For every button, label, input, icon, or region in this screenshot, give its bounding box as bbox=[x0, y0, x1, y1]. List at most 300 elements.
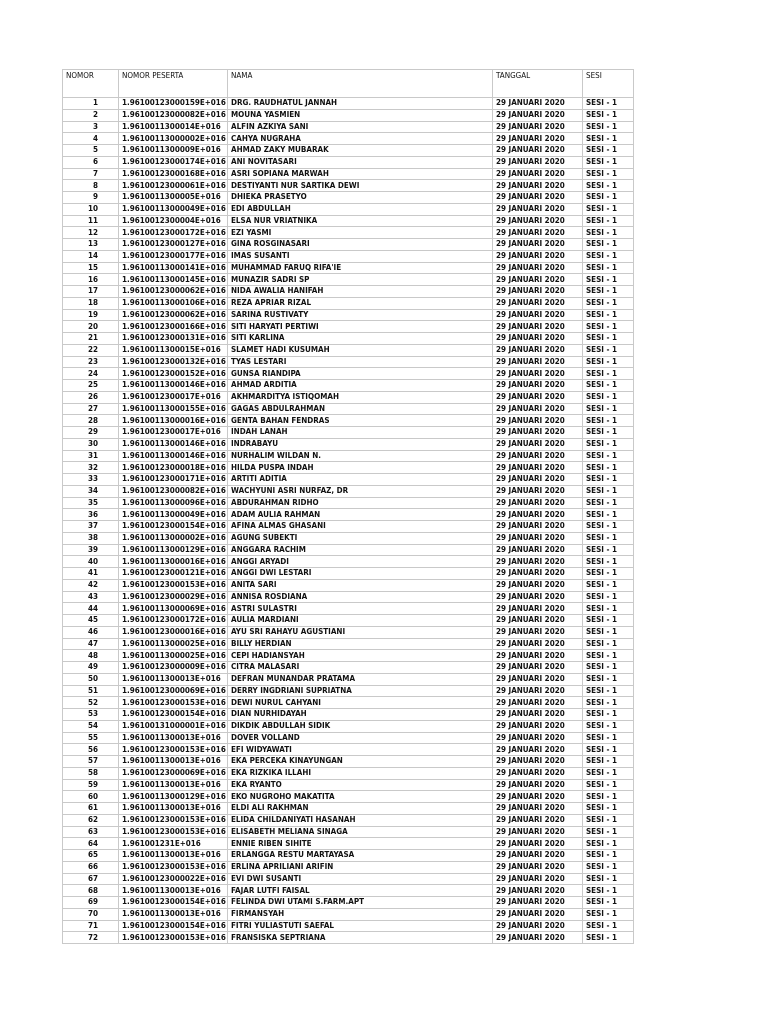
cell-nomor-peserta: 1.96100123000154E+016 bbox=[119, 920, 228, 932]
cell-nama: ALFIN AZKIYA SANI bbox=[228, 121, 493, 133]
cell-nama: DEWI NURUL CAHYANI bbox=[228, 697, 493, 709]
cell-nomor: 9 bbox=[63, 192, 119, 204]
cell-nomor-peserta: 1.96100123000016E+016 bbox=[119, 626, 228, 638]
cell-tanggal: 29 JANUARI 2020 bbox=[493, 650, 583, 662]
cell-tanggal: 29 JANUARI 2020 bbox=[493, 321, 583, 333]
cell-tanggal: 29 JANUARI 2020 bbox=[493, 720, 583, 732]
cell-tanggal: 29 JANUARI 2020 bbox=[493, 626, 583, 638]
cell-tanggal: 29 JANUARI 2020 bbox=[493, 474, 583, 486]
table-row bbox=[63, 873, 634, 885]
cell-sesi: SESI - 1 bbox=[583, 333, 634, 345]
col-header-nama: NAMA bbox=[228, 70, 493, 98]
cell-nama: SARINA RUSTIVATY bbox=[228, 309, 493, 321]
cell-sesi: SESI - 1 bbox=[583, 297, 634, 309]
cell-nama: AULIA MARDIANI bbox=[228, 615, 493, 627]
cell-nomor: 44 bbox=[63, 603, 119, 615]
cell-tanggal: 29 JANUARI 2020 bbox=[493, 521, 583, 533]
cell-sesi: SESI - 1 bbox=[583, 638, 634, 650]
cell-nomor: 40 bbox=[63, 556, 119, 568]
table-row bbox=[63, 239, 634, 251]
cell-nomor-peserta: 1.96100123000153E+016 bbox=[119, 814, 228, 826]
cell-nama: FIRMANSYAH bbox=[228, 908, 493, 920]
cell-nomor: 66 bbox=[63, 861, 119, 873]
cell-nama: INDRABAYU bbox=[228, 438, 493, 450]
cell-tanggal: 29 JANUARI 2020 bbox=[493, 556, 583, 568]
cell-tanggal: 29 JANUARI 2020 bbox=[493, 497, 583, 509]
cell-tanggal: 29 JANUARI 2020 bbox=[493, 709, 583, 721]
cell-tanggal: 29 JANUARI 2020 bbox=[493, 485, 583, 497]
cell-tanggal: 29 JANUARI 2020 bbox=[493, 673, 583, 685]
cell-tanggal: 29 JANUARI 2020 bbox=[493, 544, 583, 556]
cell-sesi: SESI - 1 bbox=[583, 286, 634, 298]
table-row bbox=[63, 814, 634, 826]
cell-sesi: SESI - 1 bbox=[583, 497, 634, 509]
table-row bbox=[63, 908, 634, 920]
cell-sesi: SESI - 1 bbox=[583, 321, 634, 333]
cell-nomor-peserta: 1.9610011300013E+016 bbox=[119, 803, 228, 815]
cell-nomor-peserta: 1.96100123000082E+016 bbox=[119, 485, 228, 497]
cell-nomor: 33 bbox=[63, 474, 119, 486]
cell-nama: BILLY HERDIAN bbox=[228, 638, 493, 650]
cell-tanggal: 29 JANUARI 2020 bbox=[493, 133, 583, 145]
cell-nomor-peserta: 1.96100123000153E+016 bbox=[119, 861, 228, 873]
cell-nomor: 38 bbox=[63, 532, 119, 544]
cell-nama: EFI WIDYAWATI bbox=[228, 744, 493, 756]
table-row bbox=[63, 744, 634, 756]
cell-nomor: 41 bbox=[63, 568, 119, 580]
cell-nomor: 61 bbox=[63, 803, 119, 815]
cell-sesi: SESI - 1 bbox=[583, 579, 634, 591]
cell-nomor: 32 bbox=[63, 462, 119, 474]
cell-nomor-peserta: 1.9610011300013E+016 bbox=[119, 756, 228, 768]
cell-sesi: SESI - 1 bbox=[583, 544, 634, 556]
cell-tanggal: 29 JANUARI 2020 bbox=[493, 427, 583, 439]
cell-tanggal: 29 JANUARI 2020 bbox=[493, 333, 583, 345]
cell-nama: INDAH LANAH bbox=[228, 427, 493, 439]
cell-nomor-peserta: 1.9610011300013E+016 bbox=[119, 673, 228, 685]
cell-nomor: 14 bbox=[63, 250, 119, 262]
cell-sesi: SESI - 1 bbox=[583, 650, 634, 662]
cell-nomor: 47 bbox=[63, 638, 119, 650]
table-row bbox=[63, 779, 634, 791]
cell-nama: ERLINA APRILIANI ARIFIN bbox=[228, 861, 493, 873]
cell-nomor-peserta: 1.9610011300013E+016 bbox=[119, 885, 228, 897]
cell-nomor: 31 bbox=[63, 450, 119, 462]
cell-nomor: 29 bbox=[63, 427, 119, 439]
cell-nomor-peserta: 1.96100123000022E+016 bbox=[119, 873, 228, 885]
cell-nomor-peserta: 1.96100123000069E+016 bbox=[119, 767, 228, 779]
cell-sesi: SESI - 1 bbox=[583, 509, 634, 521]
cell-tanggal: 29 JANUARI 2020 bbox=[493, 579, 583, 591]
cell-tanggal: 29 JANUARI 2020 bbox=[493, 908, 583, 920]
cell-nama: ABDURAHMAN RIDHO bbox=[228, 497, 493, 509]
cell-nomor-peserta: 1.96100123000172E+016 bbox=[119, 615, 228, 627]
cell-nomor-peserta: 1.96100123000029E+016 bbox=[119, 591, 228, 603]
cell-tanggal: 29 JANUARI 2020 bbox=[493, 744, 583, 756]
cell-nomor-peserta: 1.9610011300013E+016 bbox=[119, 850, 228, 862]
cell-nomor-peserta: 1.9610011300015E+016 bbox=[119, 344, 228, 356]
cell-sesi: SESI - 1 bbox=[583, 474, 634, 486]
table-row bbox=[63, 380, 634, 392]
cell-nama: EDI ABDULLAH bbox=[228, 203, 493, 215]
cell-tanggal: 29 JANUARI 2020 bbox=[493, 121, 583, 133]
cell-sesi: SESI - 1 bbox=[583, 427, 634, 439]
cell-nomor: 24 bbox=[63, 368, 119, 380]
table-row bbox=[63, 250, 634, 262]
cell-tanggal: 29 JANUARI 2020 bbox=[493, 850, 583, 862]
cell-tanggal: 29 JANUARI 2020 bbox=[493, 274, 583, 286]
cell-sesi: SESI - 1 bbox=[583, 615, 634, 627]
cell-tanggal: 29 JANUARI 2020 bbox=[493, 180, 583, 192]
cell-nomor: 19 bbox=[63, 309, 119, 321]
table-row bbox=[63, 697, 634, 709]
cell-sesi: SESI - 1 bbox=[583, 450, 634, 462]
cell-nomor: 68 bbox=[63, 885, 119, 897]
cell-nomor: 11 bbox=[63, 215, 119, 227]
cell-nama: ENNIE RIBEN SIHITE bbox=[228, 838, 493, 850]
cell-nomor: 64 bbox=[63, 838, 119, 850]
table-row bbox=[63, 650, 634, 662]
cell-nomor-peserta: 1.96100113000025E+016 bbox=[119, 638, 228, 650]
cell-tanggal: 29 JANUARI 2020 bbox=[493, 532, 583, 544]
cell-sesi: SESI - 1 bbox=[583, 532, 634, 544]
cell-nomor-peserta: 1.96100123000168E+016 bbox=[119, 168, 228, 180]
cell-nomor: 72 bbox=[63, 932, 119, 944]
cell-nomor-peserta: 1.96100113000016E+016 bbox=[119, 556, 228, 568]
cell-sesi: SESI - 1 bbox=[583, 133, 634, 145]
cell-sesi: SESI - 1 bbox=[583, 227, 634, 239]
cell-sesi: SESI - 1 bbox=[583, 344, 634, 356]
cell-tanggal: 29 JANUARI 2020 bbox=[493, 391, 583, 403]
cell-nama: REZA APRIAR RIZAL bbox=[228, 297, 493, 309]
cell-nomor: 70 bbox=[63, 908, 119, 920]
cell-nomor: 46 bbox=[63, 626, 119, 638]
cell-nomor-peserta: 1.9610011300013E+016 bbox=[119, 779, 228, 791]
cell-nomor: 28 bbox=[63, 415, 119, 427]
header-row bbox=[63, 70, 634, 98]
cell-nama: DRG. RAUDHATUL JANNAH bbox=[228, 98, 493, 110]
table-row bbox=[63, 509, 634, 521]
table-row bbox=[63, 497, 634, 509]
cell-sesi: SESI - 1 bbox=[583, 556, 634, 568]
cell-nomor-peserta: 1.96100113000129E+016 bbox=[119, 791, 228, 803]
cell-sesi: SESI - 1 bbox=[583, 309, 634, 321]
cell-nomor-peserta: 1.96100123000009E+016 bbox=[119, 662, 228, 674]
cell-tanggal: 29 JANUARI 2020 bbox=[493, 873, 583, 885]
cell-tanggal: 29 JANUARI 2020 bbox=[493, 450, 583, 462]
cell-nomor: 51 bbox=[63, 685, 119, 697]
table-row bbox=[63, 121, 634, 133]
cell-nomor: 2 bbox=[63, 109, 119, 121]
cell-sesi: SESI - 1 bbox=[583, 673, 634, 685]
cell-sesi: SESI - 1 bbox=[583, 180, 634, 192]
cell-sesi: SESI - 1 bbox=[583, 591, 634, 603]
cell-nama: ELIDA CHILDANIYATI HASANAH bbox=[228, 814, 493, 826]
table-row bbox=[63, 615, 634, 627]
cell-tanggal: 29 JANUARI 2020 bbox=[493, 591, 583, 603]
cell-nomor: 8 bbox=[63, 180, 119, 192]
cell-sesi: SESI - 1 bbox=[583, 568, 634, 580]
table-row bbox=[63, 403, 634, 415]
cell-tanggal: 29 JANUARI 2020 bbox=[493, 438, 583, 450]
cell-nomor-peserta: 1.96100123000153E+016 bbox=[119, 697, 228, 709]
table-row bbox=[63, 203, 634, 215]
cell-nomor-peserta: 1.9610012300017E+016 bbox=[119, 427, 228, 439]
cell-nama: FAJAR LUTFI FAISAL bbox=[228, 885, 493, 897]
table-row bbox=[63, 391, 634, 403]
cell-nomor-peserta: 1.96100113000155E+016 bbox=[119, 403, 228, 415]
cell-nomor-peserta: 1.96100113000096E+016 bbox=[119, 497, 228, 509]
cell-nomor-peserta: 1.96100123000062E+016 bbox=[119, 309, 228, 321]
cell-sesi: SESI - 1 bbox=[583, 826, 634, 838]
cell-sesi: SESI - 1 bbox=[583, 756, 634, 768]
cell-nomor: 53 bbox=[63, 709, 119, 721]
cell-nomor-peserta: 1.96100123000159E+016 bbox=[119, 98, 228, 110]
cell-nama: DIAN NURHIDAYAH bbox=[228, 709, 493, 721]
cell-nama: ELSA NUR VRIATNIKA bbox=[228, 215, 493, 227]
cell-nomor-peserta: 1.9610011300014E+016 bbox=[119, 121, 228, 133]
cell-nama: DOVER VOLLAND bbox=[228, 732, 493, 744]
cell-sesi: SESI - 1 bbox=[583, 250, 634, 262]
cell-nama: ADAM AULIA RAHMAN bbox=[228, 509, 493, 521]
cell-tanggal: 29 JANUARI 2020 bbox=[493, 826, 583, 838]
cell-nomor-peserta: 1.9610011300013E+016 bbox=[119, 908, 228, 920]
cell-nama: ASRI SOPIANA MARWAH bbox=[228, 168, 493, 180]
cell-nomor: 4 bbox=[63, 133, 119, 145]
cell-tanggal: 29 JANUARI 2020 bbox=[493, 227, 583, 239]
cell-sesi: SESI - 1 bbox=[583, 885, 634, 897]
cell-nomor: 63 bbox=[63, 826, 119, 838]
cell-nomor-peserta: 1.9610011300005E+016 bbox=[119, 192, 228, 204]
cell-tanggal: 29 JANUARI 2020 bbox=[493, 415, 583, 427]
table-row bbox=[63, 767, 634, 779]
cell-nomor: 34 bbox=[63, 485, 119, 497]
cell-nomor: 18 bbox=[63, 297, 119, 309]
cell-nama: NURHALIM WILDAN N. bbox=[228, 450, 493, 462]
cell-tanggal: 29 JANUARI 2020 bbox=[493, 403, 583, 415]
cell-tanggal: 29 JANUARI 2020 bbox=[493, 168, 583, 180]
cell-nama: ELISABETH MELIANA SINAGA bbox=[228, 826, 493, 838]
table-row bbox=[63, 591, 634, 603]
cell-tanggal: 29 JANUARI 2020 bbox=[493, 239, 583, 251]
cell-sesi: SESI - 1 bbox=[583, 803, 634, 815]
table-row bbox=[63, 521, 634, 533]
cell-nomor: 48 bbox=[63, 650, 119, 662]
cell-nomor: 55 bbox=[63, 732, 119, 744]
cell-nomor: 26 bbox=[63, 391, 119, 403]
cell-nomor-peserta: 1.96100123000132E+016 bbox=[119, 356, 228, 368]
cell-nomor-peserta: 1.96100113000146E+016 bbox=[119, 380, 228, 392]
cell-nomor-peserta: 1.96100113000002E+016 bbox=[119, 532, 228, 544]
cell-nomor: 49 bbox=[63, 662, 119, 674]
table-row bbox=[63, 227, 634, 239]
cell-tanggal: 29 JANUARI 2020 bbox=[493, 344, 583, 356]
cell-sesi: SESI - 1 bbox=[583, 485, 634, 497]
table-row bbox=[63, 262, 634, 274]
cell-nomor-peserta: 1.96100123000153E+016 bbox=[119, 579, 228, 591]
table-row bbox=[63, 98, 634, 110]
cell-tanggal: 29 JANUARI 2020 bbox=[493, 145, 583, 157]
cell-nama: ANGGI ARYADI bbox=[228, 556, 493, 568]
table-row bbox=[63, 192, 634, 204]
cell-nama: AFINA ALMAS GHASANI bbox=[228, 521, 493, 533]
cell-nomor: 12 bbox=[63, 227, 119, 239]
cell-tanggal: 29 JANUARI 2020 bbox=[493, 603, 583, 615]
cell-tanggal: 29 JANUARI 2020 bbox=[493, 861, 583, 873]
cell-nomor-peserta: 1.96100123000174E+016 bbox=[119, 156, 228, 168]
cell-nomor: 54 bbox=[63, 720, 119, 732]
cell-nomor: 5 bbox=[63, 145, 119, 157]
table-row bbox=[63, 579, 634, 591]
cell-tanggal: 29 JANUARI 2020 bbox=[493, 250, 583, 262]
cell-tanggal: 29 JANUARI 2020 bbox=[493, 297, 583, 309]
cell-nama: NIDA AWALIA HANIFAH bbox=[228, 286, 493, 298]
cell-nama: CEPI HADIANSYAH bbox=[228, 650, 493, 662]
table-row bbox=[63, 450, 634, 462]
cell-nama: ASTRI SULASTRI bbox=[228, 603, 493, 615]
cell-sesi: SESI - 1 bbox=[583, 192, 634, 204]
cell-tanggal: 29 JANUARI 2020 bbox=[493, 98, 583, 110]
cell-nomor: 57 bbox=[63, 756, 119, 768]
table-row bbox=[63, 368, 634, 380]
cell-nomor: 60 bbox=[63, 791, 119, 803]
cell-tanggal: 29 JANUARI 2020 bbox=[493, 568, 583, 580]
cell-nama: EKA RIZKIKA ILLAHI bbox=[228, 767, 493, 779]
cell-nomor: 43 bbox=[63, 591, 119, 603]
table-row bbox=[63, 344, 634, 356]
table-row bbox=[63, 321, 634, 333]
cell-nomor-peserta: 1.96100113000141E+016 bbox=[119, 262, 228, 274]
cell-nomor: 65 bbox=[63, 850, 119, 862]
cell-tanggal: 29 JANUARI 2020 bbox=[493, 920, 583, 932]
table-row bbox=[63, 168, 634, 180]
table-row bbox=[63, 732, 634, 744]
table-row bbox=[63, 274, 634, 286]
table-row bbox=[63, 180, 634, 192]
cell-sesi: SESI - 1 bbox=[583, 838, 634, 850]
cell-nomor-peserta: 1.96100123000121E+016 bbox=[119, 568, 228, 580]
cell-nama: DERRY INGDRIANI SUPRIATNA bbox=[228, 685, 493, 697]
cell-sesi: SESI - 1 bbox=[583, 156, 634, 168]
cell-tanggal: 29 JANUARI 2020 bbox=[493, 368, 583, 380]
cell-sesi: SESI - 1 bbox=[583, 744, 634, 756]
cell-sesi: SESI - 1 bbox=[583, 145, 634, 157]
cell-sesi: SESI - 1 bbox=[583, 415, 634, 427]
cell-tanggal: 29 JANUARI 2020 bbox=[493, 685, 583, 697]
table-row bbox=[63, 156, 634, 168]
cell-tanggal: 29 JANUARI 2020 bbox=[493, 697, 583, 709]
cell-sesi: SESI - 1 bbox=[583, 791, 634, 803]
table-row bbox=[63, 791, 634, 803]
cell-sesi: SESI - 1 bbox=[583, 873, 634, 885]
cell-sesi: SESI - 1 bbox=[583, 779, 634, 791]
cell-nama: IMAS SUSANTI bbox=[228, 250, 493, 262]
cell-nomor-peserta: 1.96100113000002E+016 bbox=[119, 133, 228, 145]
cell-nomor: 42 bbox=[63, 579, 119, 591]
cell-nomor-peserta: 1.96100123000154E+016 bbox=[119, 897, 228, 909]
table-row bbox=[63, 415, 634, 427]
cell-nama: MUNAZIR SADRI SP bbox=[228, 274, 493, 286]
cell-sesi: SESI - 1 bbox=[583, 662, 634, 674]
table-row bbox=[63, 720, 634, 732]
cell-nomor: 10 bbox=[63, 203, 119, 215]
cell-nama: DESTIYANTI NUR SARTIKA DEWI bbox=[228, 180, 493, 192]
cell-nomor-peserta: 1.96100123000177E+016 bbox=[119, 250, 228, 262]
table-row bbox=[63, 485, 634, 497]
cell-nama: EKO NUGROHO MAKATITA bbox=[228, 791, 493, 803]
cell-nomor: 1 bbox=[63, 98, 119, 110]
cell-nomor: 6 bbox=[63, 156, 119, 168]
cell-nama: GINA ROSGINASARI bbox=[228, 239, 493, 251]
cell-nomor-peserta: 1.96100113000016E+016 bbox=[119, 415, 228, 427]
cell-sesi: SESI - 1 bbox=[583, 368, 634, 380]
cell-nama: GUNSA RIANDIPA bbox=[228, 368, 493, 380]
cell-tanggal: 29 JANUARI 2020 bbox=[493, 380, 583, 392]
cell-tanggal: 29 JANUARI 2020 bbox=[493, 897, 583, 909]
cell-tanggal: 29 JANUARI 2020 bbox=[493, 262, 583, 274]
cell-nomor: 50 bbox=[63, 673, 119, 685]
cell-tanggal: 29 JANUARI 2020 bbox=[493, 509, 583, 521]
cell-tanggal: 29 JANUARI 2020 bbox=[493, 356, 583, 368]
cell-nomor: 62 bbox=[63, 814, 119, 826]
table-row bbox=[63, 826, 634, 838]
cell-nama: EKA PERCEKA KINAYUNGAN bbox=[228, 756, 493, 768]
cell-nomor: 56 bbox=[63, 744, 119, 756]
cell-nomor-peserta: 1.96100123000154E+016 bbox=[119, 709, 228, 721]
table-row bbox=[63, 462, 634, 474]
cell-nomor-peserta: 1.96100113000069E+016 bbox=[119, 603, 228, 615]
cell-nomor-peserta: 1.9610011300013E+016 bbox=[119, 732, 228, 744]
cell-sesi: SESI - 1 bbox=[583, 262, 634, 274]
cell-nama: ANITA SARI bbox=[228, 579, 493, 591]
cell-nomor: 67 bbox=[63, 873, 119, 885]
cell-sesi: SESI - 1 bbox=[583, 521, 634, 533]
cell-nama: AGUNG SUBEKTI bbox=[228, 532, 493, 544]
cell-sesi: SESI - 1 bbox=[583, 897, 634, 909]
cell-sesi: SESI - 1 bbox=[583, 380, 634, 392]
cell-nomor-peserta: 1.96100113000146E+016 bbox=[119, 450, 228, 462]
cell-sesi: SESI - 1 bbox=[583, 908, 634, 920]
table-row bbox=[63, 286, 634, 298]
cell-tanggal: 29 JANUARI 2020 bbox=[493, 803, 583, 815]
table-row bbox=[63, 145, 634, 157]
table-row bbox=[63, 215, 634, 227]
col-header-sesi: SESI bbox=[583, 70, 634, 98]
cell-sesi: SESI - 1 bbox=[583, 709, 634, 721]
cell-nama: MOUNA YASMIEN bbox=[228, 109, 493, 121]
cell-sesi: SESI - 1 bbox=[583, 438, 634, 450]
table-row bbox=[63, 861, 634, 873]
cell-nama: ERLANGGA RESTU MARTAYASA bbox=[228, 850, 493, 862]
cell-nomor: 22 bbox=[63, 344, 119, 356]
cell-tanggal: 29 JANUARI 2020 bbox=[493, 109, 583, 121]
cell-nama: WACHYUNI ASRI NURFAZ, DR bbox=[228, 485, 493, 497]
cell-nama: DHIEKA PRASETYO bbox=[228, 192, 493, 204]
table-row bbox=[63, 897, 634, 909]
col-header-tanggal: TANGGAL bbox=[493, 70, 583, 98]
cell-nama: EKA RYANTO bbox=[228, 779, 493, 791]
cell-nomor-peserta: 1.96100123000131E+016 bbox=[119, 333, 228, 345]
cell-nama: DEFRAN MUNANDAR PRATAMA bbox=[228, 673, 493, 685]
table-row bbox=[63, 309, 634, 321]
cell-nomor-peserta: 1.96100113000129E+016 bbox=[119, 544, 228, 556]
table-row bbox=[63, 427, 634, 439]
cell-tanggal: 29 JANUARI 2020 bbox=[493, 932, 583, 944]
table-row bbox=[63, 568, 634, 580]
col-header-nomor-peserta: NOMOR PESERTA bbox=[119, 70, 228, 98]
cell-nomor-peserta: 1.96100123000127E+016 bbox=[119, 239, 228, 251]
cell-tanggal: 29 JANUARI 2020 bbox=[493, 779, 583, 791]
